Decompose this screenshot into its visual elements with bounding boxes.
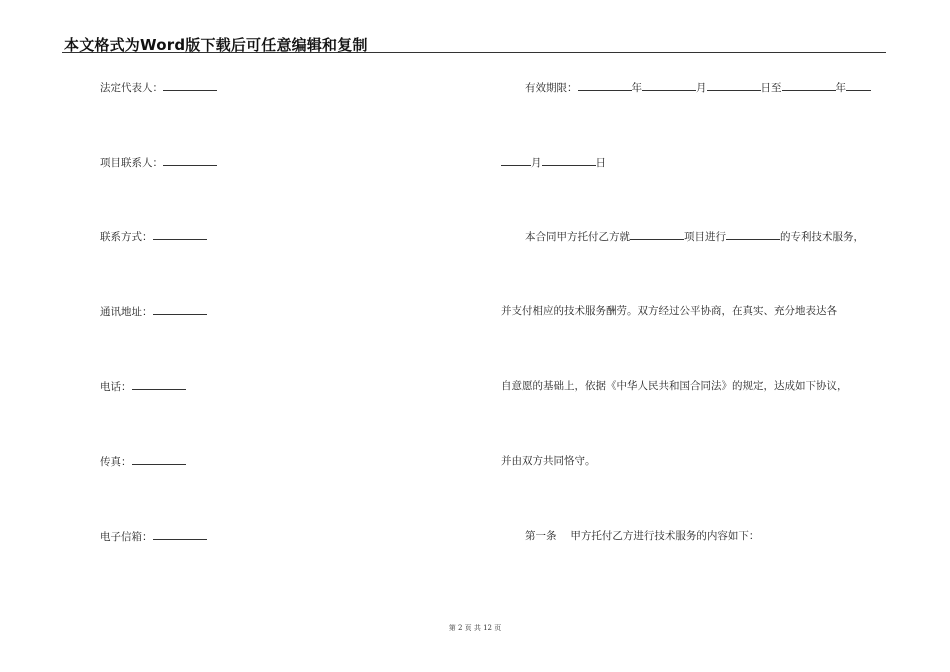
paragraph-text: 项目进行 xyxy=(684,231,726,243)
month-label: 月 xyxy=(696,82,707,94)
blank-line xyxy=(163,155,217,166)
blank-line xyxy=(132,454,186,465)
blank-line xyxy=(726,229,780,240)
field-email xyxy=(100,529,207,544)
paragraph-line-2: 并支付相应的技术服务酬劳。双方经过公平协商，在真实、充分地表达各 xyxy=(501,305,837,317)
page-number: 第 2 页 共 12 页 xyxy=(448,624,502,632)
day-to-label: 日至 xyxy=(760,82,782,94)
field-legal-representative xyxy=(100,80,217,95)
paragraph-line-3: 自意愿的基础上，依据《中华人民共和国合同法》的规定，达成如下协议， xyxy=(501,380,848,392)
field-label: 电子信箱： xyxy=(100,531,153,543)
validity-period-line xyxy=(525,80,871,95)
field-label: 法定代表人： xyxy=(100,82,163,94)
field-project-contact xyxy=(100,155,217,170)
blank-line xyxy=(782,80,836,91)
year-label: 年 xyxy=(835,82,846,94)
field-label: 项目联系人： xyxy=(100,157,163,169)
year-label: 年 xyxy=(631,82,642,94)
blank-line xyxy=(642,80,696,91)
blank-line xyxy=(132,379,186,390)
blank-line xyxy=(578,80,632,91)
field-mailing-address xyxy=(100,304,207,319)
blank-line xyxy=(630,229,684,240)
field-fax xyxy=(100,454,186,469)
blank-line xyxy=(846,80,871,91)
blank-line xyxy=(163,80,217,91)
field-label: 联系方式： xyxy=(100,231,153,243)
blank-line xyxy=(501,155,531,166)
paragraph-text: 的专利技术服务， xyxy=(780,231,864,243)
blank-line xyxy=(707,80,761,91)
blank-line xyxy=(153,304,207,315)
blank-line xyxy=(153,529,207,540)
field-contact-method xyxy=(100,229,207,244)
field-phone xyxy=(100,379,186,394)
page-header-title: 本文格式为Word版下载后可任意编辑和复制 xyxy=(64,36,368,54)
month-label: 月 xyxy=(531,157,542,169)
paragraph-text: 本合同甲方托付乙方就 xyxy=(525,231,630,243)
day-label: 日 xyxy=(595,157,606,169)
field-label: 电话： xyxy=(100,381,132,393)
paragraph-line-1 xyxy=(525,229,864,244)
blank-line xyxy=(153,229,207,240)
field-label: 传真： xyxy=(100,456,132,468)
blank-line xyxy=(542,155,596,166)
validity-period-line-2 xyxy=(501,155,606,170)
validity-label: 有效期限： xyxy=(525,82,578,94)
paragraph-line-4: 并由双方共同恪守。 xyxy=(501,455,596,467)
article-1-heading: 第一条 甲方托付乙方进行技术服务的内容如下： xyxy=(525,530,760,542)
field-label: 通讯地址： xyxy=(100,306,153,318)
header-divider xyxy=(62,52,886,53)
